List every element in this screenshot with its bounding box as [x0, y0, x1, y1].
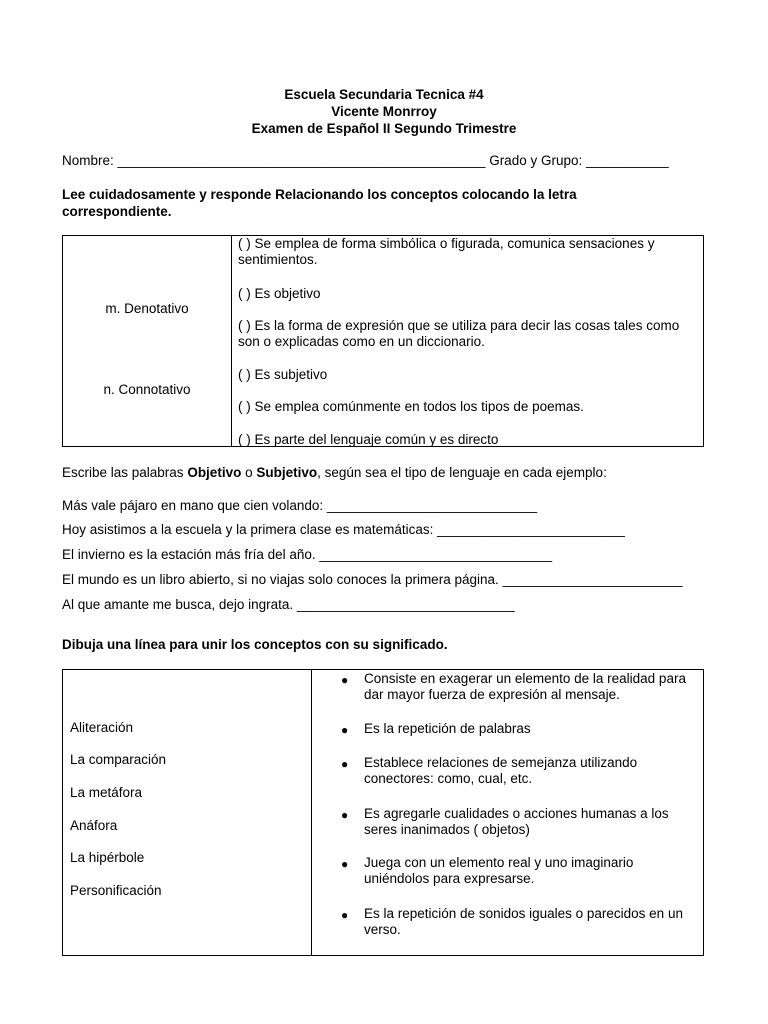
- grado-label: Grado y Grupo:: [485, 153, 586, 168]
- option-row[interactable]: ( ) Se emplea comúnmente en todos los tipos de poemas.: [238, 399, 584, 414]
- definition-item[interactable]: Es la repetición de sonidos iguales o parecidos en un verso.: [364, 906, 683, 937]
- table1-divider: [231, 236, 232, 446]
- concept-denotativo: m. Denotativo: [105, 301, 189, 316]
- definition-item[interactable]: Establece relaciones de semejanza utilizando conectores: como, cual, etc.: [364, 755, 638, 786]
- concept-connotativo: n. Connotativo: [103, 382, 191, 397]
- exam-title: Examen de Español II Segundo Trimestre: [251, 121, 517, 136]
- definition-item[interactable]: Es la repetición de palabras: [364, 721, 531, 736]
- option-row[interactable]: ( ) Es subjetivo: [238, 367, 328, 382]
- nombre-label: Nombre:: [62, 153, 118, 168]
- option-row[interactable]: ( ) Es objetivo: [238, 286, 321, 301]
- matching-table-2: [62, 669, 704, 956]
- section1-instruction: Lee cuidadosamente y responde Relacionando los conceptos colocando la letra correspondiente.: [62, 187, 577, 219]
- term-item[interactable]: Personificación: [70, 883, 162, 898]
- teacher-name: Vicente Monrroy: [331, 104, 437, 119]
- nombre-blank[interactable]: _________________________________________________: [117, 153, 486, 168]
- term-item[interactable]: La hipérbole: [70, 850, 145, 865]
- term-item[interactable]: Aliteración: [70, 720, 134, 735]
- exam-header: [0, 87, 768, 138]
- definition-item[interactable]: Consiste en exagerar un elemento de la realidad para dar mayor fuerza de expresión al mensaje.: [364, 671, 686, 702]
- example-line[interactable]: El mundo es un libro abierto, si no viajas solo conoces la primera página. ________________________: [62, 572, 683, 587]
- example-line[interactable]: Al que amante me busca, dejo ingrata. _____________________________: [62, 597, 515, 612]
- grado-blank[interactable]: ___________: [585, 153, 669, 168]
- school-name: Escuela Secundaria Tecnica #4: [284, 87, 484, 102]
- section3-instruction: Dibuja una línea para unir los conceptos con su significado.: [62, 637, 448, 652]
- matching-table-1: [62, 235, 704, 447]
- definition-item[interactable]: Juega con un elemento real y uno imaginario uniéndolos para expresarse.: [364, 855, 634, 886]
- table2-divider: [311, 670, 312, 955]
- bullet-icon: ●: [341, 673, 349, 687]
- section2-instruction: [62, 465, 607, 481]
- instruction-text: o: [241, 465, 257, 480]
- term-item[interactable]: La metáfora: [70, 785, 143, 800]
- term-item[interactable]: Anáfora: [70, 818, 118, 833]
- bullet-icon: ●: [341, 808, 349, 822]
- word-objetivo: Objetivo: [187, 465, 242, 480]
- option-row[interactable]: ( ) Es la forma de expresión que se utiliza para decir las cosas tales como son o explicadas como en un diccionario.: [238, 318, 680, 349]
- definition-item[interactable]: Es agregarle cualidades o acciones humanas a los seres inanimados ( objetos): [364, 806, 669, 837]
- word-subjetivo: Subjetivo: [256, 465, 318, 480]
- bullet-icon: ●: [341, 857, 349, 871]
- term-item[interactable]: La comparación: [70, 752, 167, 767]
- instruction-text: , según sea el tipo de lenguaje en cada ejemplo:: [317, 465, 607, 480]
- bullet-icon: ●: [341, 723, 349, 737]
- example-line[interactable]: Hoy asistimos a la escuela y la primera clase es matemáticas: _________________________: [62, 522, 625, 537]
- example-line[interactable]: Más vale pájaro en mano que cien volando: ____________________________: [62, 498, 538, 513]
- instruction-text: Escribe las palabras: [62, 465, 188, 480]
- option-row[interactable]: ( ) Se emplea de forma simbólica o figurada, comunica sensaciones y sentimientos.: [238, 236, 655, 267]
- example-line[interactable]: El invierno es la estación más fría del año. _______________________________: [62, 547, 553, 562]
- bullet-icon: ●: [341, 908, 349, 922]
- student-info-line: [62, 153, 669, 169]
- option-row[interactable]: ( ) Es parte del lenguaje común y es directo: [238, 432, 499, 447]
- bullet-icon: ●: [341, 757, 349, 771]
